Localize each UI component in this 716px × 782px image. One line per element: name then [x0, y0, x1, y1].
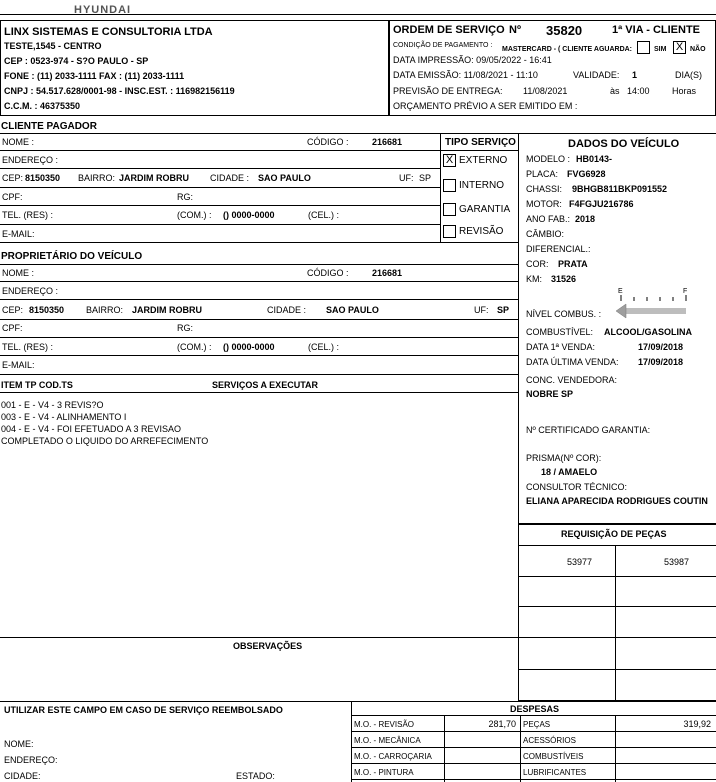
- validity-label: VALIDADE:: [573, 70, 620, 80]
- vehicle-prisma-label: PRISMA(Nº COR):: [526, 453, 602, 463]
- payment-label: CONDIÇÃO DE PAGAMENTO :: [393, 42, 493, 49]
- expense-value: 319,92: [683, 719, 711, 729]
- expenses-rule-3: [351, 763, 716, 764]
- fuel-e-label: E: [618, 288, 623, 295]
- payer-cel-label: (CEL.) :: [308, 210, 340, 220]
- owner-endereco-label: ENDEREÇO :: [2, 286, 59, 296]
- payer-endereco-label: ENDEREÇO :: [2, 155, 59, 165]
- expense-label: PEÇAS: [523, 720, 551, 729]
- vehicle-placa: FVG6928: [567, 169, 606, 179]
- nao-label: NÃO: [690, 46, 706, 53]
- owner-rg-label: RG:: [177, 323, 194, 333]
- vehicle-placa-label: PLACA:: [526, 169, 559, 179]
- reimbursed-cidade-label: CIDADE:: [4, 771, 41, 781]
- payer-rg-label: RG:: [177, 192, 194, 202]
- service-type-title: TIPO SERVIÇO: [445, 137, 516, 148]
- payer-section-title: CLIENTE PAGADOR: [1, 121, 97, 132]
- fuel-f-label: F: [683, 288, 688, 295]
- expenses-rule-1: [351, 731, 716, 732]
- order-number: 35820: [546, 23, 583, 38]
- service-externo-checkbox[interactable]: X: [443, 154, 456, 167]
- owner-rule-5: [0, 355, 518, 356]
- service-interno-label: INTERNO: [459, 180, 504, 191]
- expenses-title: DESPESAS: [510, 704, 560, 714]
- sim-label: SIM: [654, 46, 667, 53]
- vehicle-chassi: 9BHGB811BKP091552: [572, 184, 668, 194]
- expense-label: M.O. - MECÂNICA: [354, 736, 421, 745]
- observations-rule: [0, 637, 518, 638]
- expenses-left-border: [351, 701, 352, 782]
- payer-com-label: (COM.) :: [177, 210, 212, 220]
- company-cep: CEP : 0523-974 - S?O PAULO - SP: [4, 56, 149, 66]
- reimbursed-estado-label: ESTADO:: [236, 771, 275, 781]
- delivery-unit: Horas: [672, 86, 697, 96]
- parts-rule-3: [518, 637, 716, 638]
- expenses-rule-2: [351, 747, 716, 748]
- owner-rule-4: [0, 337, 518, 338]
- service-externo-label: EXTERNO: [459, 155, 508, 166]
- parts-request-value: 53977: [567, 557, 593, 567]
- services-header-rule: [0, 392, 518, 393]
- vehicle-venda1: 17/09/2018: [638, 342, 684, 352]
- vehicle-km-label: KM:: [526, 274, 543, 284]
- payer-tel-label: TEL. (RES) :: [2, 210, 54, 220]
- parts-rule-2: [518, 606, 716, 607]
- nao-checkbox[interactable]: X: [673, 41, 686, 54]
- owner-section-title: PROPRIETÁRIO DO VEÍCULO: [1, 251, 143, 262]
- payer-uf: SP: [419, 173, 432, 183]
- owner-cep-label: CEP:: [2, 305, 24, 315]
- payment-value: MASTERCARD - ( CLIENTE AGUARDA:: [502, 46, 633, 53]
- expense-value: 281,70: [488, 719, 516, 729]
- vehicle-motor-label: MOTOR:: [526, 199, 562, 209]
- brand-logo: HYUNDAI: [74, 4, 132, 16]
- parts-request-title: REQUISIÇÃO DE PEÇAS: [561, 529, 667, 539]
- owner-tel-label: TEL. (RES) :: [2, 342, 54, 352]
- expense-label: LUBRIFICANTES: [523, 768, 587, 777]
- payer-rule-1: [0, 150, 440, 151]
- expense-label: COMBUSTÍVEIS: [523, 752, 584, 761]
- owner-uf: SP: [497, 305, 510, 315]
- vehicle-cambio-label: CÂMBIO:: [526, 229, 565, 239]
- payer-bairro: JARDIM ROBRU: [119, 173, 190, 183]
- payer-codigo-label: CÓDIGO :: [307, 137, 349, 147]
- validity-unit: DIA(S): [675, 70, 702, 80]
- service-garantia-checkbox[interactable]: [443, 203, 456, 216]
- owner-codigo-label: CÓDIGO :: [307, 268, 349, 278]
- owner-rule-2: [0, 299, 518, 300]
- parts-col-divider: [615, 545, 616, 701]
- owner-cep: 8150350: [29, 305, 65, 315]
- vehicle-combustivel: ALCOOL/GASOLINA: [604, 327, 692, 337]
- service-line: 001 - E - V4 - 3 REVIS?O: [1, 400, 104, 410]
- owner-bottom-rule: [0, 374, 518, 375]
- owner-nome-label: NOME :: [2, 268, 35, 278]
- payer-nome-label: NOME :: [2, 137, 35, 147]
- payer-email-label: E-MAIL:: [2, 229, 35, 239]
- expenses-rule-4: [351, 779, 716, 780]
- vehicle-cor-label: COR:: [526, 259, 549, 269]
- payer-cep-label: CEP:: [2, 173, 24, 183]
- reimbursed-title: UTILIZAR ESTE CAMPO EM CASO DE SERVIÇO REEMBOLSADO: [4, 705, 283, 715]
- company-cnpj: CNPJ : 54.517.628/0001-98 - INSC.EST. : 116982156119: [4, 86, 235, 96]
- payer-codigo: 216681: [372, 137, 403, 147]
- reimbursed-nome-label: NOME:: [4, 739, 34, 749]
- payer-cpf-label: CPF:: [2, 192, 23, 202]
- vehicle-consultor-label: CONSULTOR TÉCNICO:: [526, 482, 628, 492]
- budget-prev: ORÇAMENTO PRÉVIO A SER EMITIDO EM :: [393, 101, 578, 111]
- parts-rule-1: [518, 576, 716, 577]
- owner-com: () 0000-0000: [223, 342, 275, 352]
- delivery-date: 11/08/2021: [523, 86, 568, 96]
- owner-cidade: SAO PAULO: [326, 305, 379, 315]
- expenses-rule-0: [351, 715, 716, 716]
- owner-email-label: E-MAIL:: [2, 360, 35, 370]
- owner-cel-label: (CEL.) :: [308, 342, 340, 352]
- owner-cpf-label: CPF:: [2, 323, 23, 333]
- vehicle-km: 31526: [551, 274, 577, 284]
- service-type-rule: [440, 150, 518, 151]
- parts-rule-4: [518, 669, 716, 670]
- expense-label: M.O. - CARROÇARIA: [354, 752, 432, 761]
- owner-rule-3: [0, 319, 518, 320]
- vehicle-modelo-label: MODELO :: [526, 154, 571, 164]
- owner-com-label: (COM.) :: [177, 342, 212, 352]
- payer-bottom-rule: [0, 242, 518, 243]
- company-name: LINX SISTEMAS E CONSULTORIA LTDA: [4, 26, 213, 38]
- vehicle-cor: PRATA: [558, 259, 588, 269]
- service-garantia-label: GARANTIA: [459, 204, 511, 215]
- services-header-title: SERVIÇOS A EXECUTAR: [212, 380, 319, 390]
- owner-codigo: 216681: [372, 268, 403, 278]
- vehicle-chassi-label: CHASSI:: [526, 184, 563, 194]
- payer-rule-4: [0, 205, 440, 206]
- service-line: COMPLETADO O LIQUIDO DO ARREFECIMENTO: [1, 436, 209, 446]
- vehicle-ano-label: ANO FAB.:: [526, 214, 571, 224]
- observations-title: OBSERVAÇÕES: [233, 641, 303, 651]
- emission-date: DATA EMISSÃO: 11/08/2021 - 11:10: [393, 70, 538, 80]
- delivery-label: PREVISÃO DE ENTREGA:: [393, 86, 503, 96]
- parts-rule-0: [518, 545, 716, 546]
- owner-top-rule: [0, 264, 518, 265]
- fuel-gauge: [612, 295, 692, 325]
- parts-request-value: 53987: [664, 557, 690, 567]
- service-line: 003 - E - V4 - ALINHAMENTO I: [1, 412, 127, 422]
- payer-rule-5: [0, 224, 440, 225]
- delivery-at: às: [610, 86, 620, 96]
- payer-com: () 0000-0000: [223, 210, 275, 220]
- payer-bairro-label: BAIRRO:: [78, 173, 116, 183]
- expense-label: M.O. - REVISÃO: [354, 720, 415, 729]
- validity-value: 1: [632, 70, 638, 80]
- vehicle-venda-ult-label: DATA ÚLTIMA VENDA:: [526, 357, 619, 367]
- expense-label: ACESSÓRIOS: [523, 736, 576, 745]
- vehicle-prisma: 18 / AMAELO: [541, 467, 598, 477]
- parts-request-table: [518, 524, 716, 701]
- payer-cidade: SAO PAULO: [258, 173, 311, 183]
- vehicle-cert-label: Nº CERTIFICADO GARANTIA:: [526, 425, 651, 435]
- company-ccm: C.C.M. : 46375350: [4, 101, 81, 111]
- vehicle-ano: 2018: [575, 214, 596, 224]
- payer-uf-label: UF:: [399, 173, 414, 183]
- vehicle-nivel-label: NÍVEL COMBUS. :: [526, 309, 602, 319]
- payer-rule-2: [0, 168, 440, 169]
- services-header-cols: ITEM TP COD.TS: [1, 380, 73, 390]
- company-address: TESTE,1545 - CENTRO: [4, 41, 102, 51]
- expenses-col-2: [520, 715, 521, 782]
- owner-cidade-label: CIDADE :: [267, 305, 307, 315]
- print-date: DATA IMPRESSÃO: 09/05/2022 - 16:41: [393, 55, 552, 65]
- expense-label: M.O. - PINTURA: [354, 768, 414, 777]
- vehicle-modelo: HB0143-: [576, 154, 613, 164]
- vehicle-motor: F4FGJU216786: [569, 199, 634, 209]
- vehicle-venda1-label: DATA 1ª VENDA:: [526, 342, 596, 352]
- service-revisao-checkbox[interactable]: [443, 225, 456, 238]
- company-phone: FONE : (11) 2033-1111 FAX : (11) 2033-1111: [4, 71, 185, 81]
- service-interno-checkbox[interactable]: [443, 179, 456, 192]
- bottom-section-rule: [0, 701, 716, 702]
- payer-cep: 8150350: [25, 173, 61, 183]
- delivery-time: 14:00: [627, 86, 650, 96]
- vehicle-conc: NOBRE SP: [526, 389, 574, 399]
- vehicle-conc-label: CONC. VENDEDORA:: [526, 375, 618, 385]
- owner-uf-label: UF:: [474, 305, 489, 315]
- vehicle-consultor: ELIANA APARECIDA RODRIGUES COUTIN: [526, 496, 708, 506]
- owner-rule-1: [0, 281, 518, 282]
- payer-cidade-label: CIDADE :: [210, 173, 250, 183]
- vehicle-title: DADOS DO VEÍCULO: [568, 138, 680, 150]
- service-line: 004 - E - V4 - FOI EFETUADO A 3 REVISAO: [1, 424, 182, 434]
- vehicle-venda-ult: 17/09/2018: [638, 357, 684, 367]
- order-number-label: Nº: [509, 24, 521, 36]
- vehicle-combustivel-label: COMBUSTÍVEL:: [526, 327, 594, 337]
- vehicle-diferencial-label: DIFERENCIAL.:: [526, 244, 591, 254]
- expenses-col-1: [444, 715, 445, 782]
- owner-bairro-label: BAIRRO:: [86, 305, 124, 315]
- service-revisao-label: REVISÃO: [459, 226, 504, 237]
- order-title: ORDEM DE SERVIÇO: [393, 24, 505, 36]
- sim-checkbox[interactable]: [637, 41, 650, 54]
- expenses-col-3: [615, 715, 616, 782]
- payer-rule-3: [0, 187, 440, 188]
- reimbursed-endereco-label: ENDEREÇO:: [4, 755, 58, 765]
- order-copy: 1ª VIA - CLIENTE: [612, 24, 701, 36]
- owner-bairro: JARDIM ROBRU: [132, 305, 203, 315]
